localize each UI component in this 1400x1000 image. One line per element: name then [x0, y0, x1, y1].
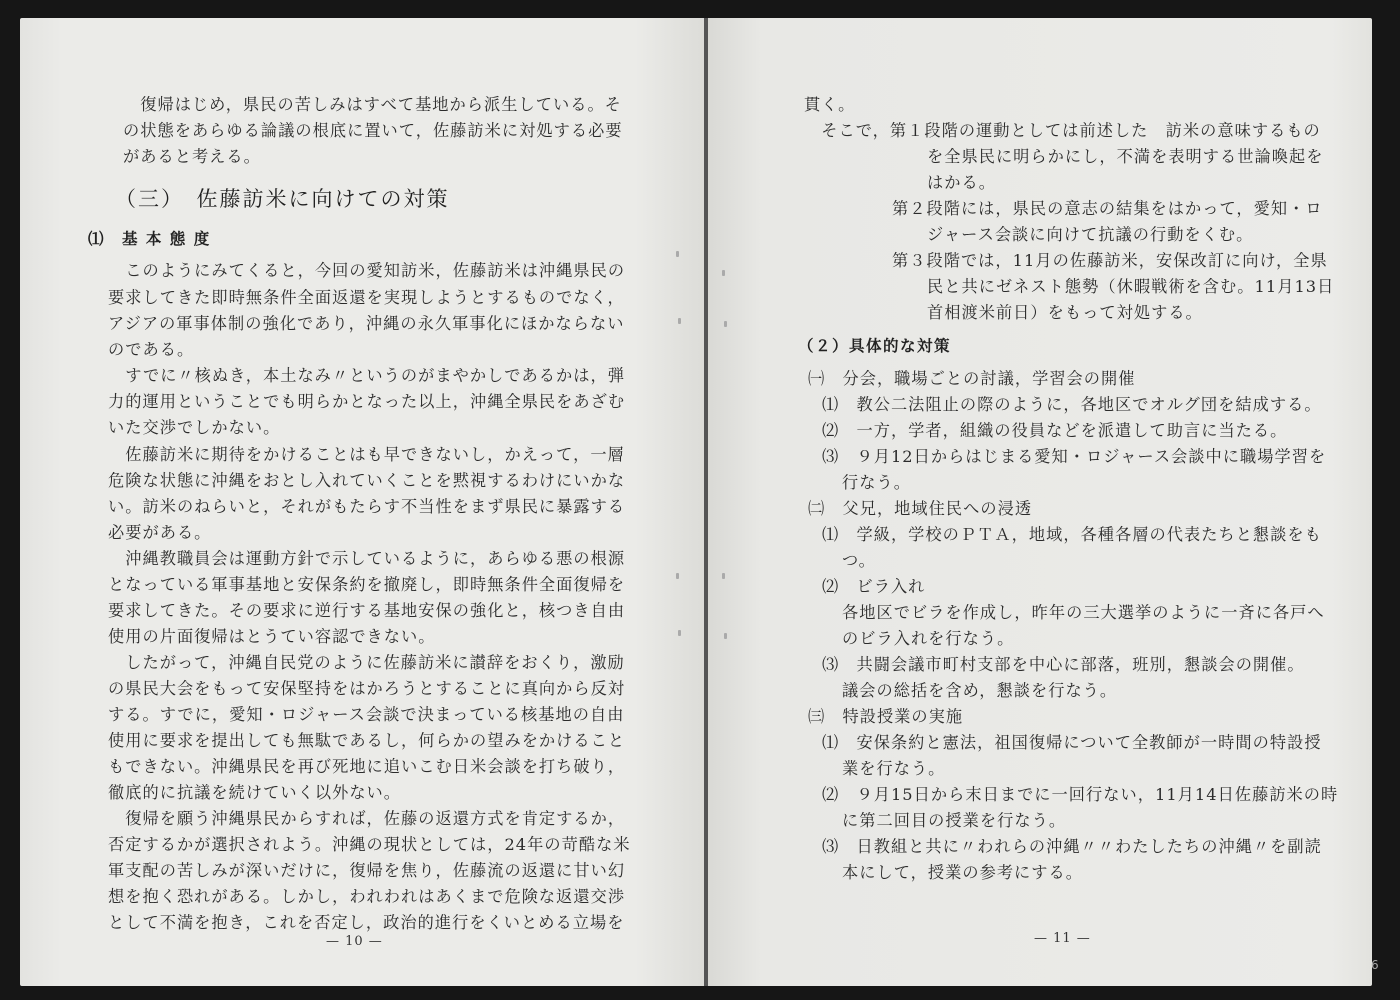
list-item: 本にして，授業の参考にする。 — [842, 863, 1083, 882]
left-page — [20, 18, 704, 986]
staple-hole — [722, 573, 725, 579]
text-line: 沖縄教職員会は運動方針で示しているように，あらゆる悪の根源 — [108, 549, 626, 568]
subsection-heading: ⑴ 基 本 態 度 — [88, 229, 211, 248]
staple-hole — [724, 321, 727, 327]
section-heading: （三） 佐藤訪米に向けての対策 — [115, 187, 450, 211]
text-line: 危険な状態に沖縄をおとし入れていくことを黙視するわけにいかな — [108, 471, 626, 490]
list-item: ⑴ 学級，学校のＰＴＡ，地域，各種各層の代表たちと懇談をも — [822, 525, 1322, 544]
list-item: ㈡ 父兄，地域住民への浸透 — [808, 499, 1033, 518]
text-line: このようにみてくると，今回の愛知訪米，佐藤訪米は沖縄県民の — [108, 261, 626, 280]
list-item: 議会の総括を含め，懇談を行なう。 — [842, 681, 1118, 700]
list-item: ⑴ 安保条約と憲法，祖国復帰について全教師が一時間の特設授 — [822, 733, 1322, 752]
list-item: に第二回目の授業を行なう。 — [842, 811, 1067, 830]
text-line: したがって，沖縄自民党のように佐藤訪米に讃辞をおくり，激励 — [108, 653, 625, 672]
text-line: する。すでに，愛知・ロジャース会談で決まっている核基地の自由 — [108, 705, 625, 724]
list-item: つ。 — [842, 551, 876, 570]
list-item: 業を行なう。 — [842, 759, 946, 778]
text-line: アジアの軍事体制の強化であり，沖縄の永久軍事化にほかならない — [108, 314, 625, 333]
text-line: があると考える。 — [123, 147, 261, 166]
text-line: 復帰はじめ，県民の苦しみはすべて基地から派生している。そ — [123, 95, 622, 114]
corner-mark: 6 — [1371, 958, 1379, 972]
text-line: もできない。沖縄県民を再び死地に追いこむ日米会談を打ち破り， — [108, 757, 626, 776]
text-line: 貫く。 — [804, 95, 856, 114]
page-number: — 10 — — [326, 934, 383, 949]
text-line: のである。 — [108, 340, 195, 359]
text-line: 要求してきた即時無条件全面返還を実現しようとするものでなく， — [108, 288, 625, 307]
text-line: 要求してきた。その要求に逆行する基地安保の強化と，核つき自由 — [108, 601, 626, 620]
text-line: 佐藤訪米に期待をかけることはも早できないし，かえって，一層 — [108, 445, 625, 464]
text-line: を全県民に明らかにし，不満を表明する世論喚起を — [927, 147, 1324, 166]
list-item: ⑶ ９月12日からはじまる愛知・ロジャース会談中に職場学習を — [822, 447, 1327, 466]
list-item: ⑶ 日教組と共に〃われらの沖縄〃〃わたしたちの沖縄〃を副読 — [822, 837, 1322, 856]
text-line: として不満を抱き，これを否定し，政治的進行をくいとめる立場を — [108, 913, 625, 932]
list-item: ⑶ 共闘会議市町村支部を中心に部落，班別，懇談会の開催。 — [822, 655, 1305, 674]
text-line: そこで，第１段階の運動としては前述した 訪米の意味するもの — [804, 121, 1321, 140]
staple-hole — [676, 251, 679, 257]
text-line: 使用の片面復帰はとうてい容認できない。 — [108, 627, 436, 646]
staple-hole — [678, 630, 681, 636]
text-line: 第３段階では，11月の佐藤訪米，安保改訂に向け，全県 — [892, 251, 1328, 270]
list-item: ⑴ 教公二法阻止の際のように，各地区でオルグ団を結成する。 — [822, 395, 1322, 414]
text-line: 必要がある。 — [108, 523, 212, 542]
list-item: 各地区でビラを作成し，昨年の三大選挙のように一斉に各戸へ — [842, 603, 1325, 622]
list-item: ⑵ 一方，学者，組織の役員などを派遣して助言に当たる。 — [822, 421, 1288, 440]
list-item: ㈠ 分会，職場ごとの討議，学習会の開催 — [808, 369, 1136, 388]
text-line: となっている軍事基地と安保条約を撤廃し，即時無条件全面復帰を — [108, 575, 626, 594]
text-line: 使用に要求を提出しても無駄であるし，何らかの望みをかけること — [108, 731, 626, 750]
text-line: の状態をあらゆる論議の根底に置いて，佐藤訪米に対処する必要 — [123, 121, 623, 140]
text-line: 軍支配の苦しみが深いだけに，復帰を焦り，佐藤流の返還に甘い幻 — [108, 861, 626, 880]
list-item: ㈢ 特設授業の実施 — [808, 707, 964, 726]
text-line: 想を抱く恐れがある。しかし，われわれはあくまで危険な返還交渉 — [108, 887, 626, 906]
list-item: 行なう。 — [842, 473, 911, 492]
page-number: — 11 — — [1034, 931, 1091, 946]
text-line: 復帰を願う沖縄県民からすれば，佐藤の返還方式を肯定するか， — [108, 809, 626, 828]
text-line: 第２段階には，県民の意志の結集をはかって，愛知・ロ — [892, 199, 1323, 218]
list-item: のビラ入れを行なう。 — [842, 629, 1015, 648]
text-line: いた交渉でしかない。 — [108, 418, 281, 437]
text-line: すでに〃核ぬき，本土なみ〃というのがまやかしであるかは，弾 — [108, 366, 625, 385]
staple-hole — [678, 318, 681, 324]
text-line: はかる。 — [927, 173, 996, 192]
text-line: の県民大会をもって安保堅持をはかろうとすることに真向から反対 — [108, 679, 626, 698]
staple-hole — [676, 573, 679, 579]
text-line: 否定するかが選択されよう。沖縄の現状としては，24年の苛酷な米 — [108, 835, 631, 854]
subsection-heading: （２）具体的な対策 — [798, 336, 952, 355]
text-line: ジャース会談に向けて抗議の行動をくむ。 — [927, 225, 1254, 244]
right-page — [708, 18, 1372, 986]
text-line: 首相渡米前日）をもって対処する。 — [927, 303, 1203, 322]
staple-hole — [722, 270, 725, 276]
staple-hole — [724, 633, 727, 639]
text-line: 民と共にゼネスト態勢（休暇戦術を含む。11月13日 — [927, 277, 1335, 296]
list-item: ⑵ ９月15日から末日までに一回行ない，11月14日佐藤訪米の時 — [822, 785, 1339, 804]
text-line: 徹底的に抗議を続けていく以外ない。 — [108, 783, 402, 802]
text-line: い。訪米のねらいと，それがもたらす不当性をまず県民に暴露する — [108, 497, 626, 516]
text-line: 力的運用ということでも明らかとなった以上，沖縄全県民をあざむ — [108, 392, 626, 411]
list-item: ⑵ ビラ入れ — [822, 577, 926, 596]
